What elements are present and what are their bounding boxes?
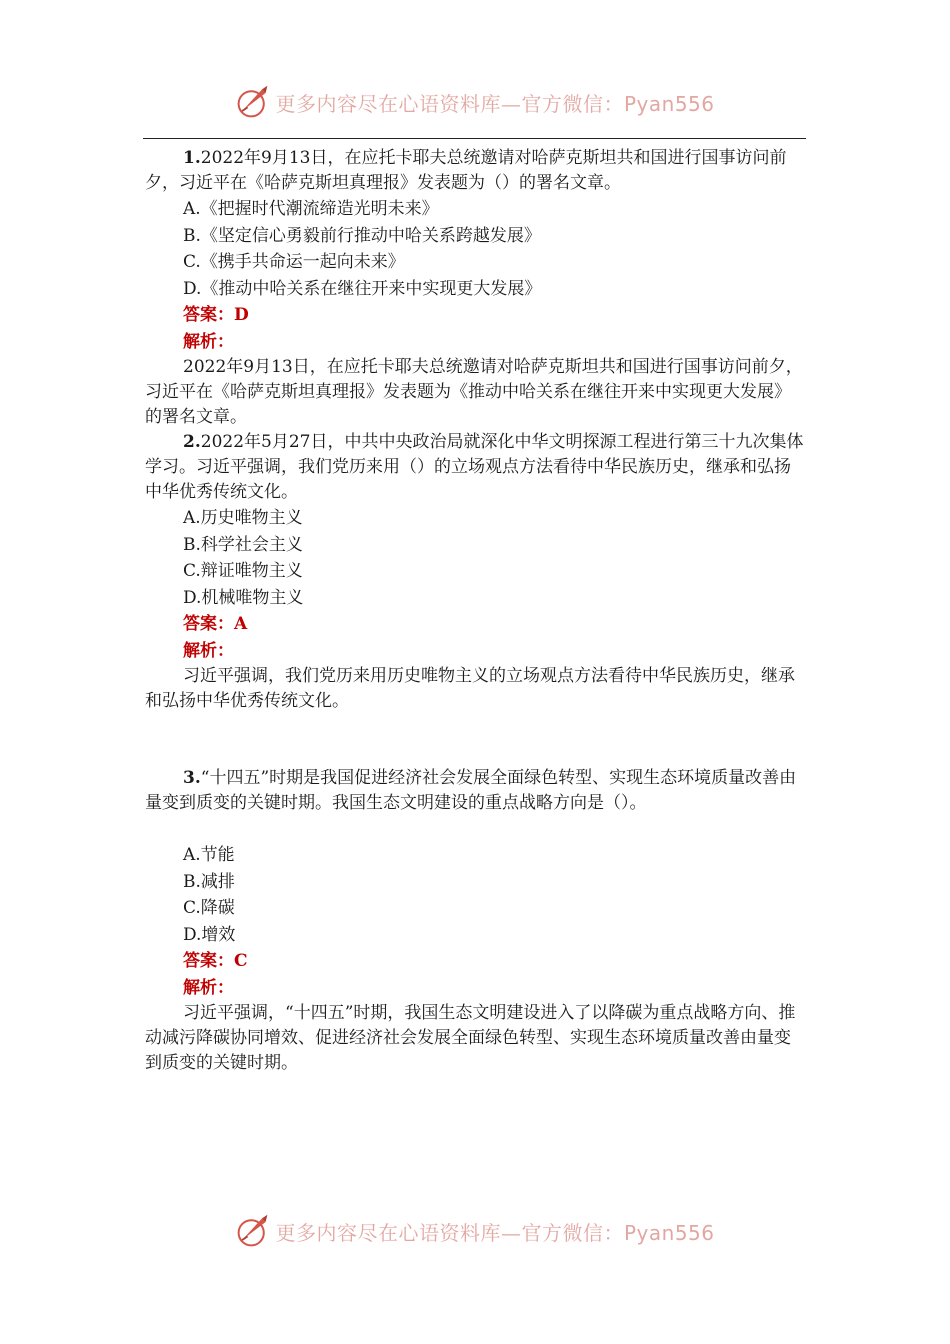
question-3-option-b: B.减排 [183, 871, 235, 892]
question-1-answer: 答案：D [183, 305, 249, 325]
question-3-answer: 答案：C [183, 951, 248, 971]
question-1-analysis-label: 解析： [183, 331, 234, 352]
question-1-option-c: C.《携手共命运一起向未来》 [183, 252, 405, 272]
question-3-analysis: 习近平强调，“十四五”时期，我国生态文明建设进入了以降碳为重点战略方向、推动减污降碳协同增效、促进经济社会发展全面绿色转型、实现生态环境质量改善由量变到质变的关键时期。 [145, 1003, 796, 1073]
quill-logo-icon [235, 1213, 271, 1249]
question-2-option-d: D.机械唯物主义 [183, 587, 304, 608]
question-1-option-d: D.《推动中哈关系在继往开来中实现更大发展》 [183, 278, 542, 299]
question-2-analysis: 习近平强调，我们党历来用历史唯物主义的立场观点方法看待中华民族历史，继承和弘扬中华优秀传统文化。 [145, 666, 795, 711]
question-3-option-c: C.降碳 [183, 898, 235, 918]
question-3-option-a: A.节能 [183, 845, 235, 865]
question-1-analysis: 2022年9月13日，在应托卡耶夫总统邀请对哈萨克斯坦共和国进行国事访问前夕，习近平在《哈萨克斯坦真理报》发表题为《推动中哈关系在继往开来中实现更大发展》的署名文章。 [145, 357, 803, 427]
question-1-option-a: A.《把握时代潮流缔造光明未来》 [183, 199, 439, 219]
question-2-stem: 2.2022年5月27日，中共中央政治局就深化中华文明探源工程进行第三十九次集体学习。习近平强调，我们党历来用（）的立场观点方法看待中华民族历史，继承和弘扬中华优秀传统文化。 [145, 432, 804, 502]
watermark-text: 更多内容尽在心语资料库—官方微信：Pyan556 [275, 1220, 715, 1245]
header-rule [143, 138, 806, 139]
question-2-option-a: A.历史唯物主义 [183, 508, 303, 528]
question-2-option-b: B.科学社会主义 [183, 534, 303, 555]
footer-watermark [0, 1211, 950, 1251]
question-3-analysis-label: 解析： [183, 977, 234, 998]
document-body [145, 146, 807, 1076]
watermark-text: 更多内容尽在心语资料库—官方微信：Pyan556 [275, 91, 715, 116]
spacer [145, 816, 807, 842]
quill-logo-icon [235, 84, 271, 120]
question-2-analysis-label: 解析： [183, 640, 234, 661]
question-1-option-b: B.《坚定信心勇毅前行推动中哈关系跨越发展》 [183, 225, 541, 246]
question-3-option-d: D.增效 [183, 924, 236, 945]
question-1-stem: 1.2022年9月13日，在应托卡耶夫总统邀请对哈萨克斯坦共和国进行国事访问前夕，习近平在《哈萨克斯坦真理报》发表题为（）的署名文章。 [145, 148, 787, 193]
question-3-stem: 3.“十四五”时期是我国促进经济社会发展全面绿色转型、实现生态环境质量改善由量变到质变的关键时期。我国生态文明建设的重点战略方向是（）。 [145, 768, 797, 813]
spacer [145, 714, 807, 766]
question-2-option-c: C.辩证唯物主义 [183, 561, 303, 581]
header-watermark [0, 82, 950, 122]
question-2-answer: 答案：A [183, 614, 248, 634]
